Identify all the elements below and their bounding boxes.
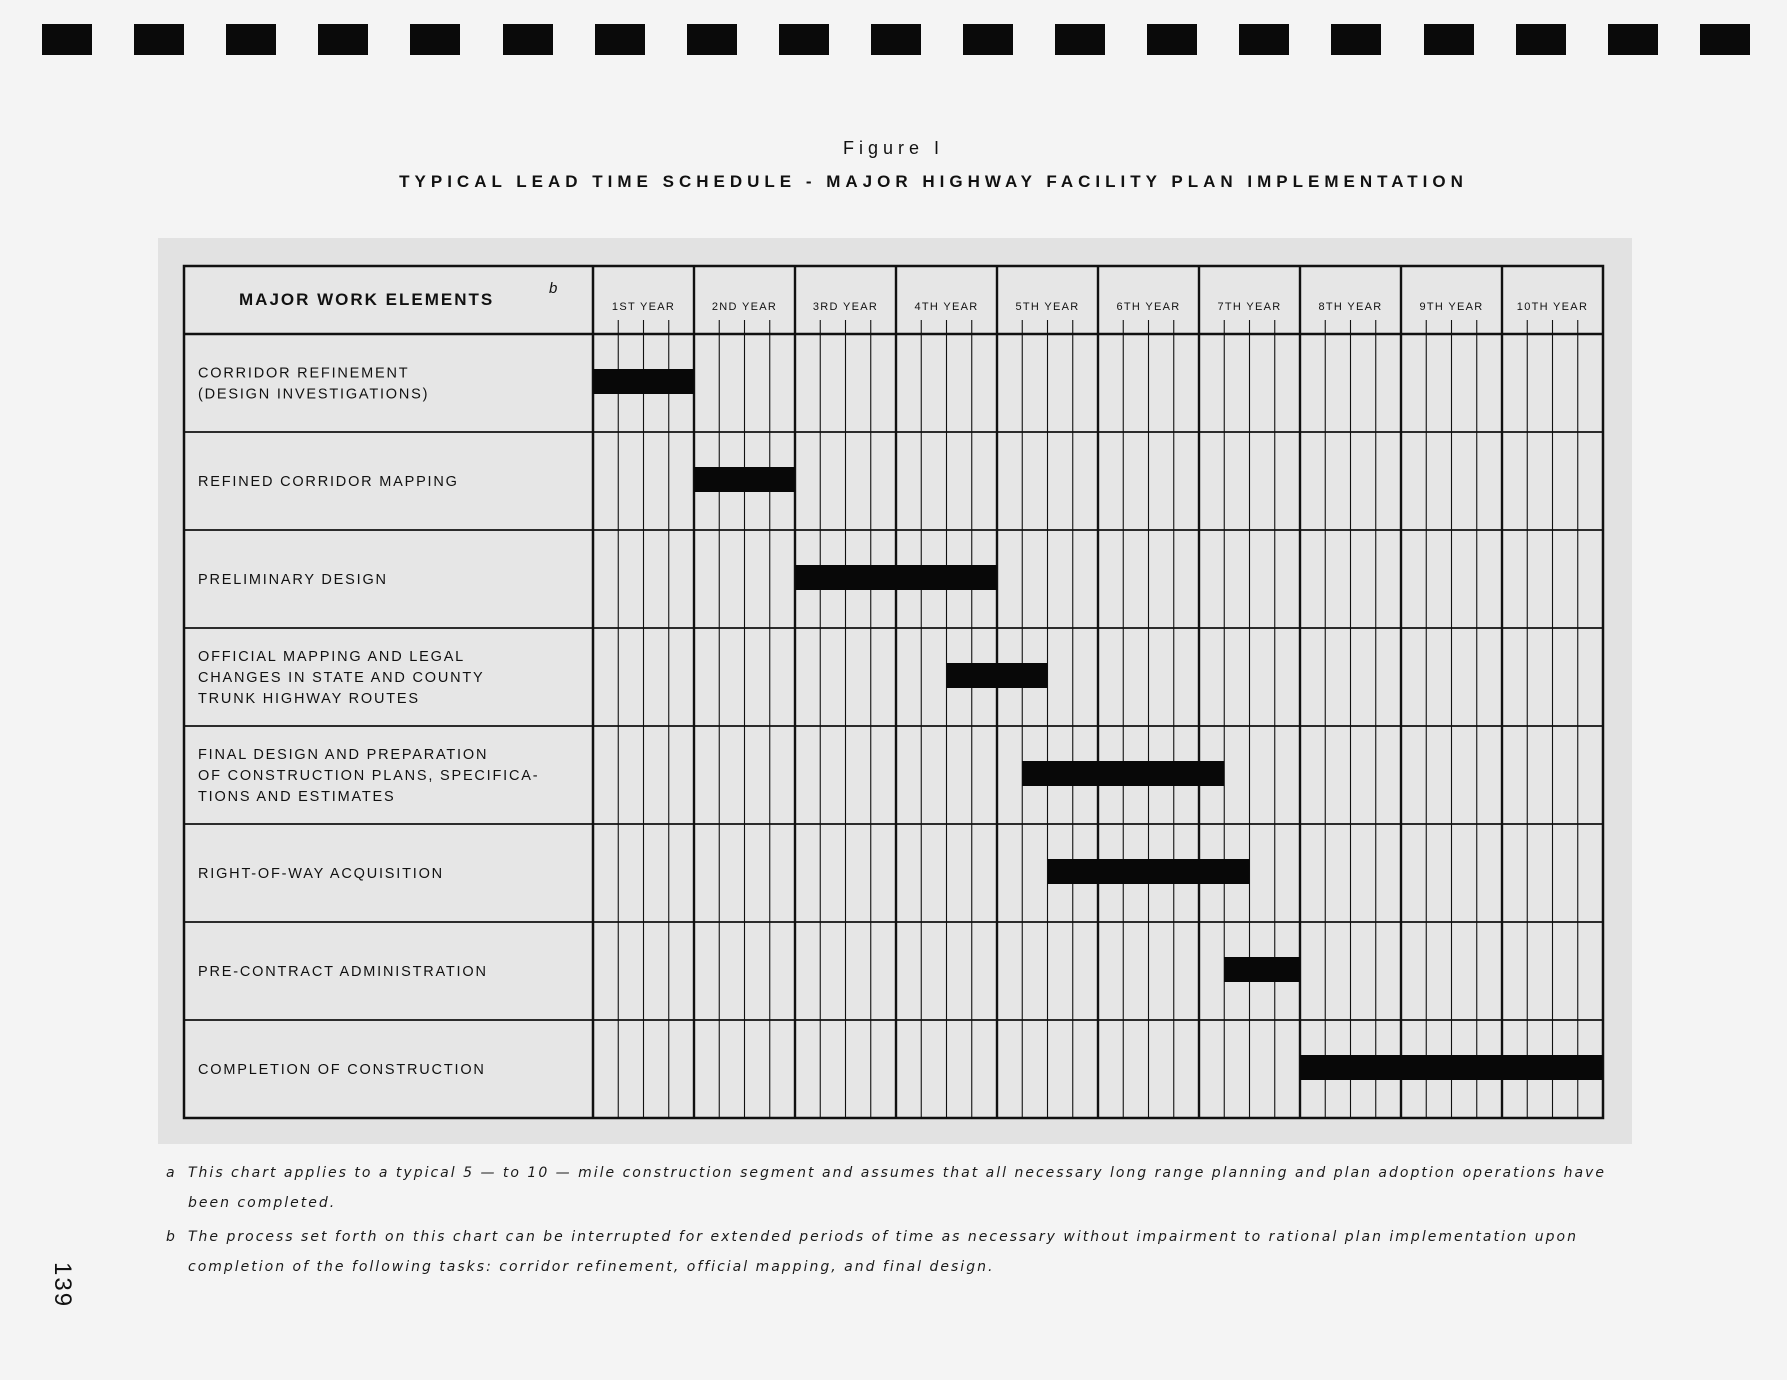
sprocket-hole (1608, 24, 1658, 55)
task-label: OF CONSTRUCTION PLANS, SPECIFICA- (198, 768, 540, 784)
task-label: PRELIMINARY DESIGN (198, 572, 388, 588)
figure-label: Figure I (842, 138, 945, 158)
task-bar (1022, 761, 1224, 786)
year-tick-label: 1ST YEAR (611, 301, 676, 313)
footnote-key: a (166, 1165, 177, 1181)
year-tick-label: 10TH YEAR (1516, 301, 1589, 313)
footnotes (166, 1158, 1626, 1282)
sprocket-hole (318, 24, 368, 55)
task-label: REFINED CORRIDOR MAPPING (198, 474, 459, 490)
task-label: TIONS AND ESTIMATES (198, 789, 396, 805)
sprocket-hole (226, 24, 276, 55)
year-tick-label: 3RD YEAR (812, 301, 879, 313)
sprocket-hole (779, 24, 829, 55)
task-bar (1300, 1055, 1603, 1080)
year-tick-label: 7TH YEAR (1217, 301, 1282, 313)
task-label: RIGHT-OF-WAY ACQUISITION (198, 866, 444, 882)
year-tick-label: 6TH YEAR (1116, 301, 1181, 313)
page-number: 139 (49, 1262, 76, 1309)
sprocket-hole (1331, 24, 1381, 55)
task-bar (795, 565, 997, 590)
footnote-text: The process set forth on this chart can be interrupted for extended periods of time as necessary without impairment to rational plan implementation upon completion of the following tasks: corridor refinement, official mapping, and final design. (188, 1229, 1578, 1275)
sprocket-hole (1147, 24, 1197, 55)
gantt-chart (158, 238, 1632, 1144)
task-label: OFFICIAL MAPPING AND LEGAL (198, 649, 466, 665)
row-header-label: MAJOR WORK ELEMENTS (239, 290, 495, 309)
sprocket-hole (687, 24, 737, 55)
sprocket-hole (1516, 24, 1566, 55)
sprocket-hole (503, 24, 553, 55)
task-label: (DESIGN INVESTIGATIONS) (198, 386, 430, 403)
figure-title: TYPICAL LEAD TIME SCHEDULE - MAJOR HIGHWAY FACILITY PLAN IMPLEMENTATION (399, 172, 1468, 191)
year-tick-label: 5TH YEAR (1015, 301, 1080, 313)
gantt-chart-panel (158, 238, 1632, 1144)
year-tick-label: 9TH YEAR (1419, 301, 1484, 313)
sprocket-hole (1239, 24, 1289, 55)
sprocket-hole (1700, 24, 1750, 55)
sprocket-hole (595, 24, 645, 55)
task-bar (1048, 859, 1250, 884)
row-header-footnote-mark: b (549, 280, 558, 297)
year-tick-label: 2ND YEAR (711, 301, 778, 313)
task-label: COMPLETION OF CONSTRUCTION (198, 1062, 486, 1078)
film-sprocket-strip (0, 0, 1787, 70)
footnote-b (166, 1222, 1626, 1282)
year-tick-label: 8TH YEAR (1318, 301, 1383, 313)
sprocket-hole (1424, 24, 1474, 55)
sprocket-hole (134, 24, 184, 55)
task-bar (694, 467, 795, 492)
task-label: CORRIDOR REFINEMENT (198, 365, 410, 382)
task-bar (593, 369, 694, 394)
footnote-key: b (166, 1229, 177, 1245)
task-label: CHANGES IN STATE AND COUNTY (198, 670, 485, 686)
year-tick-label: 4TH YEAR (914, 301, 979, 313)
sprocket-hole (871, 24, 921, 55)
task-label: TRUNK HIGHWAY ROUTES (198, 691, 420, 707)
sprocket-hole (1055, 24, 1105, 55)
task-label: FINAL DESIGN AND PREPARATION (198, 747, 489, 763)
task-bar (1224, 957, 1300, 982)
footnote-text: This chart applies to a typical 5 — to 10 — mile construction segment and assumes that all necessary long range planning and plan adoption operations have been completed. (188, 1165, 1606, 1211)
sprocket-hole (410, 24, 460, 55)
footnote-a (166, 1158, 1626, 1218)
sprocket-hole (963, 24, 1013, 55)
task-label: PRE-CONTRACT ADMINISTRATION (198, 964, 488, 980)
sprocket-hole (42, 24, 92, 55)
task-bar (947, 663, 1048, 688)
